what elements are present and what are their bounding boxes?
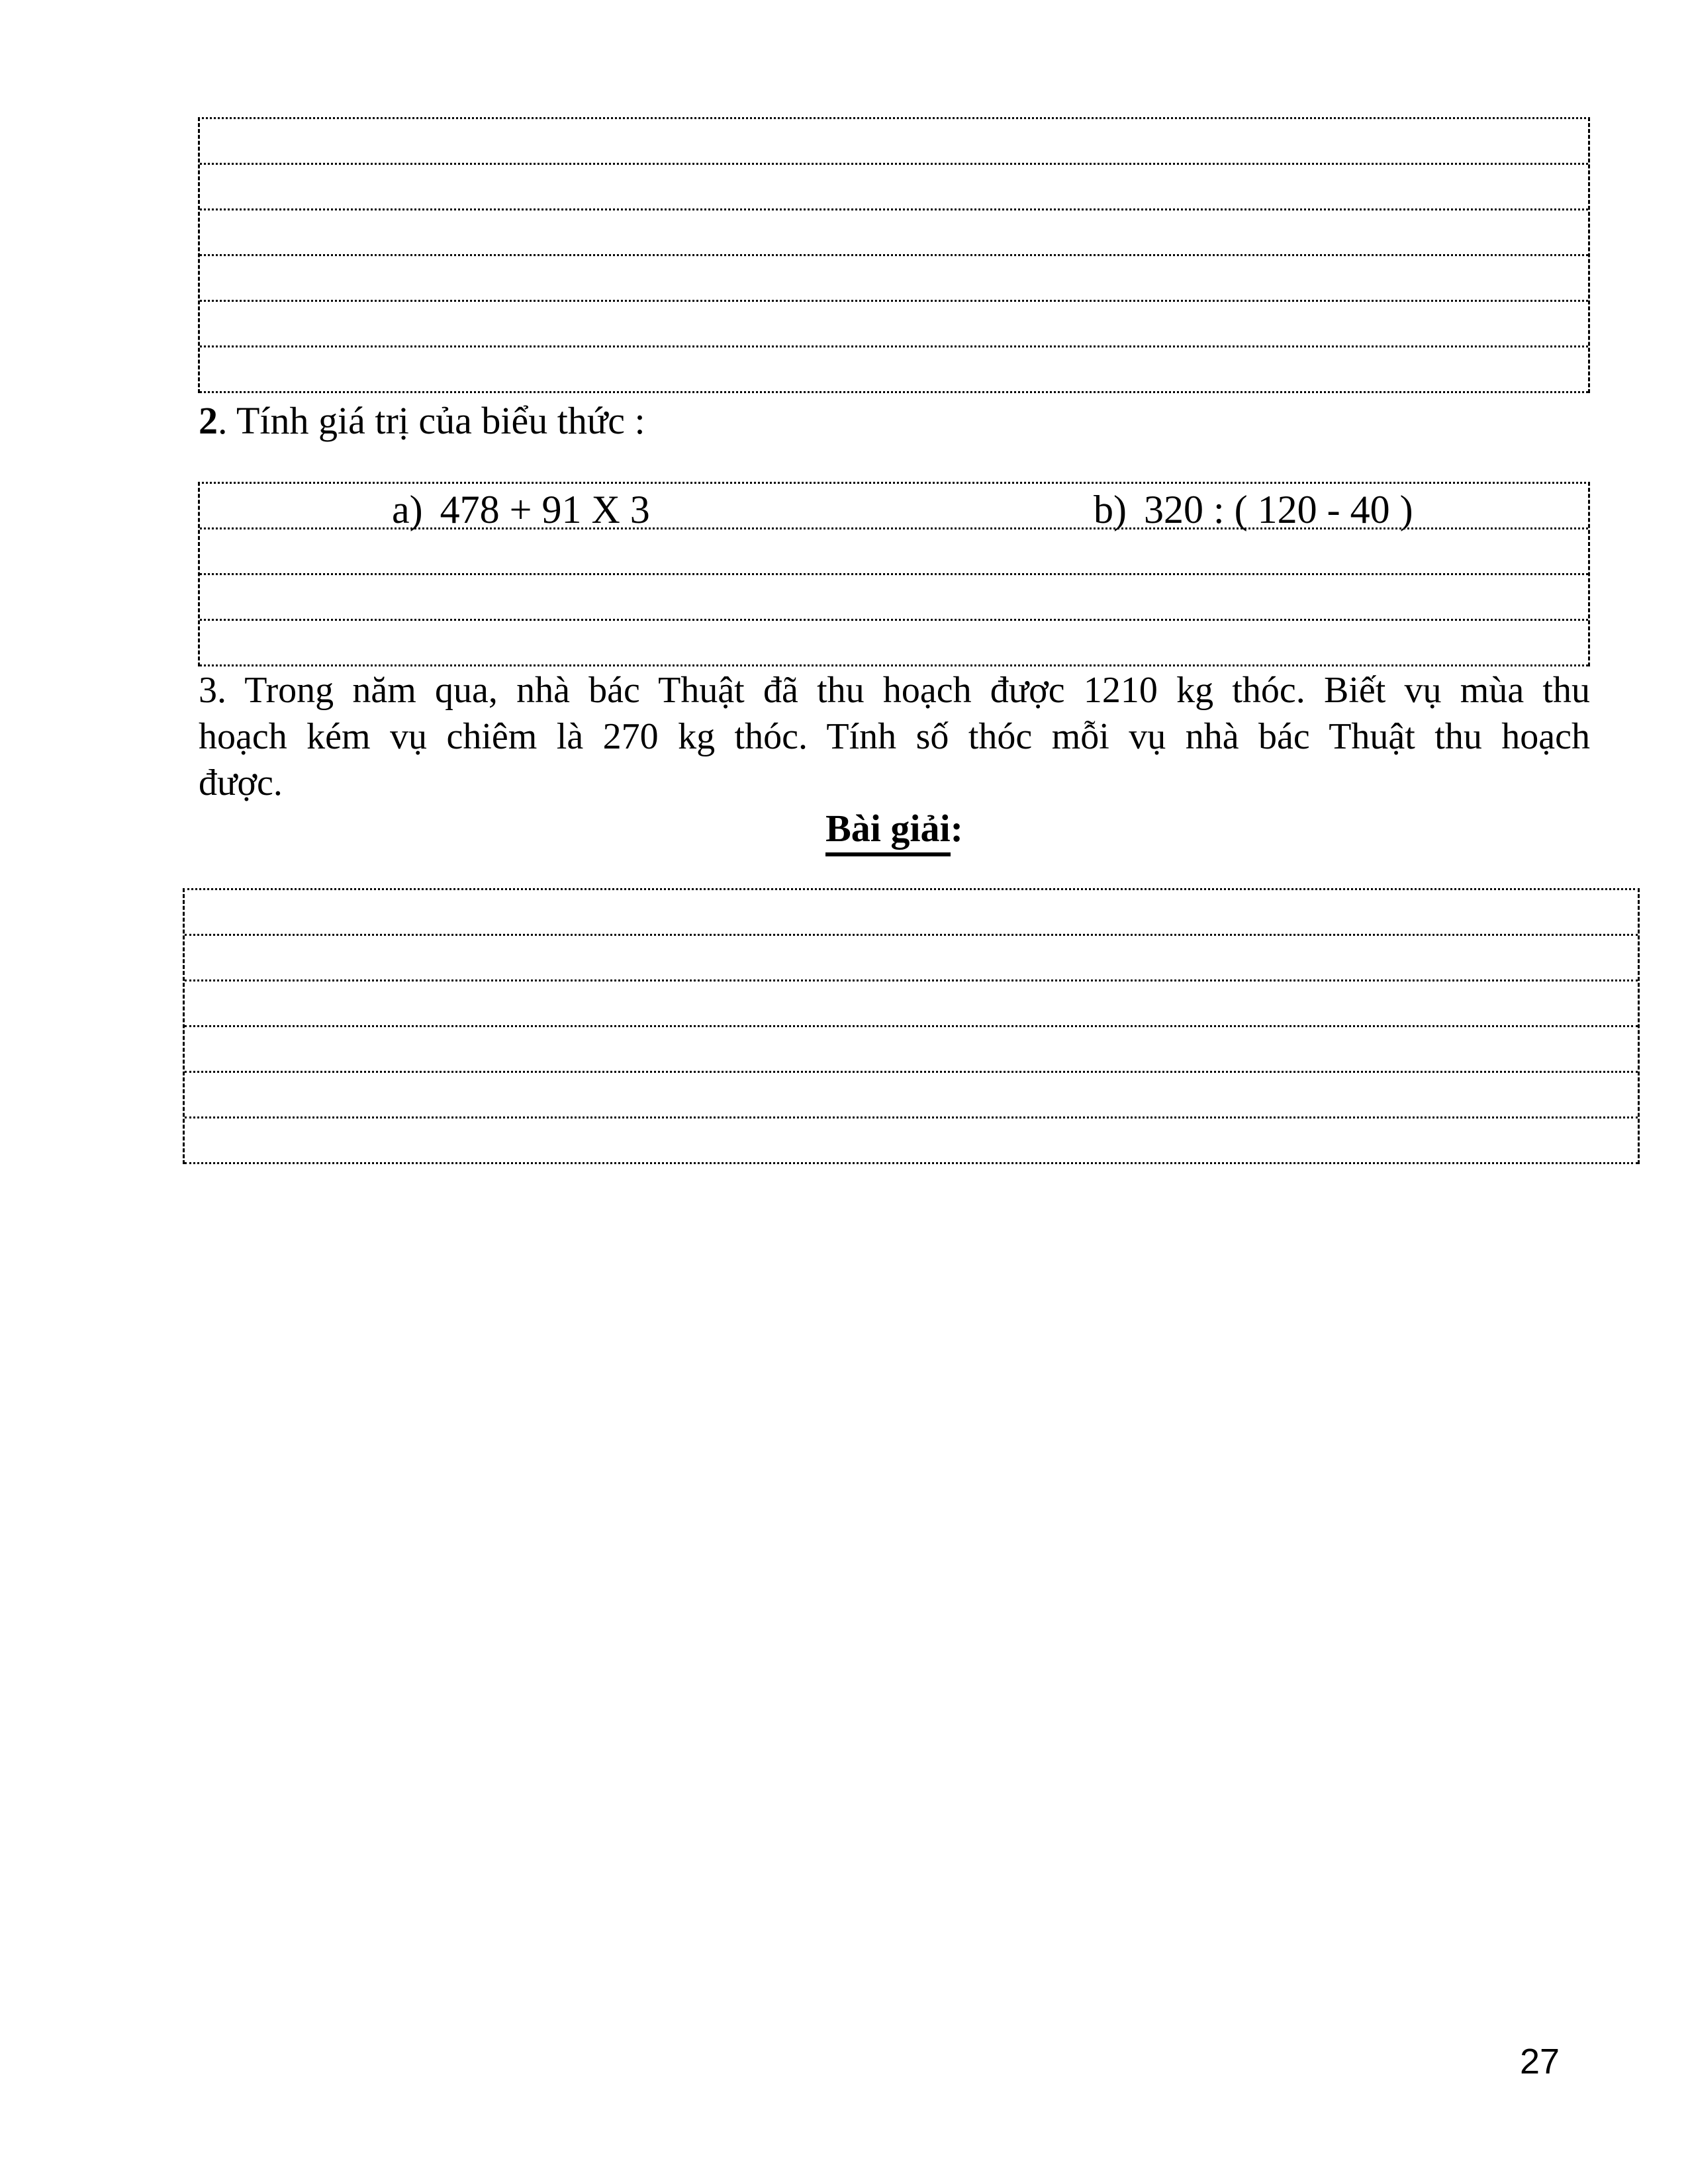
problem-line-1: 3. Trong năm qua, nhà bác Thuật đã thu hoạch được 1210 kg thóc. Biết vụ mùa thu bbox=[199, 670, 1590, 711]
writing-line bbox=[200, 347, 1588, 393]
writing-line bbox=[200, 575, 1588, 621]
writing-line bbox=[185, 936, 1638, 981]
writing-line bbox=[185, 1073, 1638, 1118]
writing-line bbox=[200, 256, 1588, 302]
writing-line bbox=[185, 1027, 1638, 1073]
writing-line bbox=[200, 210, 1588, 256]
writing-line bbox=[200, 529, 1588, 575]
writing-line bbox=[200, 302, 1588, 347]
top-answer-lines-box bbox=[198, 117, 1590, 393]
expression-a-formula: 478 + 91 X 3 bbox=[440, 488, 650, 531]
problem-line-2: hoạch kém vụ chiêm là 270 kg thóc. Tính số thóc mỗi vụ nhà bác Thuật thu hoạch bbox=[199, 716, 1590, 757]
solution-answer-box bbox=[183, 888, 1640, 1164]
writing-line bbox=[200, 165, 1588, 210]
writing-line bbox=[200, 119, 1588, 165]
expression-b bbox=[1094, 489, 1413, 530]
exercise-2-title: . Tính giá trị của biểu thức : bbox=[218, 399, 645, 442]
expression-b-label: b) bbox=[1094, 488, 1127, 531]
expression-b-formula: 320 : ( 120 - 40 ) bbox=[1143, 488, 1413, 531]
solution-heading-text: Bài giải bbox=[825, 807, 951, 856]
problem-line-3: được. bbox=[199, 762, 283, 803]
exercise-3-problem bbox=[199, 667, 1590, 806]
page-number: 27 bbox=[1520, 2042, 1560, 2081]
solution-heading bbox=[199, 805, 1590, 852]
writing-line bbox=[200, 621, 1588, 666]
expression-a-label: a) bbox=[392, 488, 423, 531]
writing-line bbox=[185, 981, 1638, 1027]
writing-line bbox=[185, 890, 1638, 936]
expression-a bbox=[392, 489, 650, 530]
solution-heading-colon: : bbox=[950, 807, 963, 850]
expression-row bbox=[200, 484, 1588, 529]
exercise-2-work-box bbox=[198, 482, 1590, 666]
exercise-2-heading bbox=[199, 397, 645, 445]
exercise-2-number: 2 bbox=[199, 399, 218, 442]
writing-line bbox=[185, 1118, 1638, 1164]
